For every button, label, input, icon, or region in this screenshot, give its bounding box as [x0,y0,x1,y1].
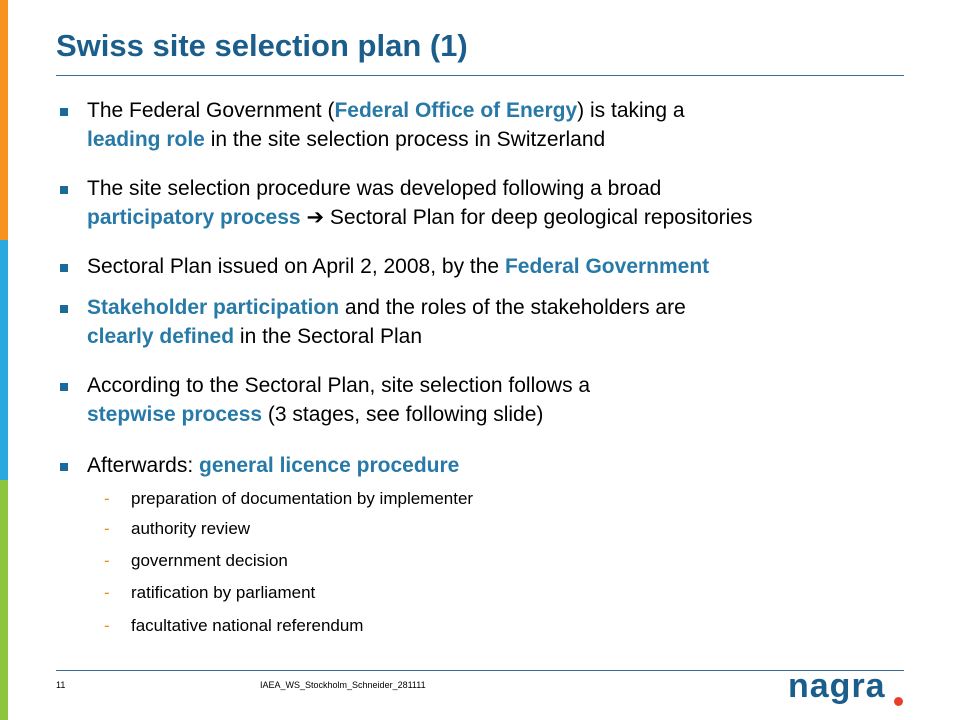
highlight-text: stepwise process [87,403,263,426]
side-bar-blue [0,240,8,480]
dash-icon: - [104,519,110,538]
bullet-line [87,296,686,320]
bullet-line [87,99,685,123]
bullet-line [87,403,543,427]
highlight-text: clearly defined [87,325,235,348]
body-text: Afterwards: [87,454,200,477]
highlight-text: leading role [87,128,205,151]
body-text: Sectoral Plan issued on April 2, 2008, by the [87,255,505,278]
bullet-marker-icon [60,264,68,272]
sub-item-text: ratification by parliament [131,583,316,602]
slide-title: Swiss site selection plan (1) [56,28,468,63]
highlight-text: participatory process [87,206,301,229]
footer-divider [56,670,904,671]
body-text: The Federal Government ( [87,99,335,122]
bullet-line [87,177,661,201]
side-bar-green [0,480,8,720]
sub-item-text: facultative national referendum [131,616,364,635]
sub-item-text: preparation of documentation by implementer [131,489,474,508]
bullet-marker-icon [60,463,68,471]
highlight-text: Federal Office of Energy [334,99,578,122]
bullet-line [87,454,459,478]
bullet-marker-icon [60,383,68,391]
highlight-text: Stakeholder participation [87,296,340,319]
dash-icon: - [104,489,110,508]
bullet-line [87,206,752,230]
bullet-line [87,128,605,152]
title-divider [56,75,904,76]
body-text: ) is taking a [577,99,685,122]
highlight-text: Federal Government [504,255,710,278]
dash-icon: - [104,616,110,635]
nagra-logo: nagra [788,667,886,705]
body-text: and the roles of the stakeholders are [339,296,686,319]
dash-icon: - [104,551,110,570]
dash-icon: - [104,583,110,602]
body-text: in the Sectoral Plan [234,325,423,348]
body-text: The site selection procedure was developed following a broad [87,177,662,200]
bullet-marker-icon [60,305,68,313]
bullet-line [87,255,709,279]
page-number: 11 [56,680,66,690]
footer-note: IAEA_WS_Stockholm_Schneider_281111 [260,680,426,690]
body-text: (3 stages, see following slide) [262,403,544,426]
side-bar-orange [0,0,8,240]
highlight-text: general licence procedure [199,454,460,477]
sub-item-text: authority review [131,519,251,538]
body-text: According to the Sectoral Plan, site selection follows a [87,374,591,397]
body-text: ➔ [306,206,325,229]
logo-dot [894,697,903,706]
bullet-line [87,374,590,398]
body-text: Sectoral Plan for deep geological repositories [324,206,753,229]
bullet-marker-icon [60,186,68,194]
bullet-line [87,325,422,349]
sub-item-text: government decision [131,551,288,570]
bullet-marker-icon [60,108,68,116]
body-text: in the site selection process in Switzerland [204,128,606,151]
